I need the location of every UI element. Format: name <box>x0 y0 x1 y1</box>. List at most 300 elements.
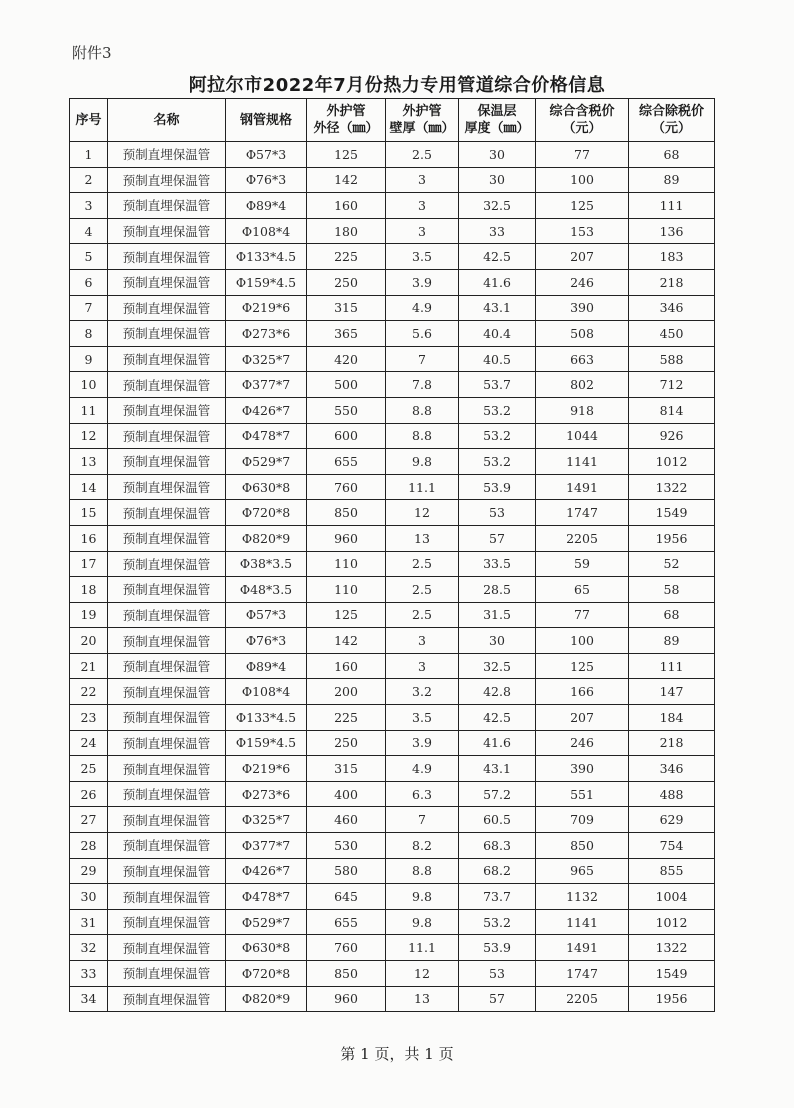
cell-col-index: 22 <box>70 679 108 705</box>
cell-col-wall-thickness: 3 <box>386 167 459 193</box>
cell-col-wall-thickness: 11.1 <box>386 935 459 961</box>
header-col-price-with-tax <box>536 99 629 142</box>
cell-col-outer-diameter: 420 <box>307 346 386 372</box>
cell-col-spec: Φ57*3 <box>226 602 307 628</box>
cell-col-insulation-thickness: 53.2 <box>459 909 536 935</box>
cell-col-outer-diameter: 225 <box>307 705 386 731</box>
cell-col-outer-diameter: 315 <box>307 756 386 782</box>
cell-col-wall-thickness: 2.5 <box>386 602 459 628</box>
cell-col-outer-diameter: 460 <box>307 807 386 833</box>
cell-col-index: 14 <box>70 474 108 500</box>
cell-col-price-with-tax: 1747 <box>536 961 629 987</box>
cell-col-outer-diameter: 850 <box>307 961 386 987</box>
cell-col-insulation-thickness: 53.2 <box>459 397 536 423</box>
cell-col-outer-diameter: 850 <box>307 500 386 526</box>
header-col-wall-thickness <box>386 99 459 142</box>
cell-col-index: 18 <box>70 577 108 603</box>
cell-col-price-with-tax: 65 <box>536 577 629 603</box>
cell-col-price-with-tax: 77 <box>536 602 629 628</box>
cell-col-price-without-tax: 1322 <box>629 474 715 500</box>
cell-col-outer-diameter: 160 <box>307 193 386 219</box>
cell-col-spec: Φ159*4.5 <box>226 269 307 295</box>
cell-col-name: 预制直埋保温管 <box>108 909 226 935</box>
table-row <box>70 884 715 910</box>
cell-col-index: 1 <box>70 142 108 168</box>
table-row <box>70 551 715 577</box>
cell-col-index: 21 <box>70 653 108 679</box>
table-row <box>70 577 715 603</box>
header-line2: （元） <box>562 121 602 136</box>
cell-col-price-without-tax: 1004 <box>629 884 715 910</box>
cell-col-price-without-tax: 712 <box>629 372 715 398</box>
table-row <box>70 449 715 475</box>
cell-col-price-without-tax: 588 <box>629 346 715 372</box>
cell-col-name: 预制直埋保温管 <box>108 884 226 910</box>
header-line2: 壁厚（㎜） <box>389 121 455 136</box>
cell-col-index: 9 <box>70 346 108 372</box>
cell-col-price-without-tax: 136 <box>629 218 715 244</box>
cell-col-price-without-tax: 855 <box>629 858 715 884</box>
cell-col-outer-diameter: 760 <box>307 935 386 961</box>
cell-col-wall-thickness: 4.9 <box>386 756 459 782</box>
cell-col-index: 32 <box>70 935 108 961</box>
cell-col-spec: Φ38*3.5 <box>226 551 307 577</box>
cell-col-index: 13 <box>70 449 108 475</box>
cell-col-insulation-thickness: 30 <box>459 142 536 168</box>
cell-col-name: 预制直埋保温管 <box>108 525 226 551</box>
cell-col-insulation-thickness: 43.1 <box>459 756 536 782</box>
table-row <box>70 321 715 347</box>
table-row <box>70 730 715 756</box>
cell-col-spec: Φ325*7 <box>226 346 307 372</box>
cell-col-spec: Φ133*4.5 <box>226 244 307 270</box>
cell-col-price-with-tax: 1132 <box>536 884 629 910</box>
cell-col-name: 预制直埋保温管 <box>108 781 226 807</box>
cell-col-outer-diameter: 500 <box>307 372 386 398</box>
cell-col-index: 8 <box>70 321 108 347</box>
cell-col-name: 预制直埋保温管 <box>108 986 226 1012</box>
document-title: 阿拉尔市2022年7月份热力专用管道综合价格信息 <box>188 75 606 96</box>
cell-col-insulation-thickness: 42.5 <box>459 244 536 270</box>
cell-col-wall-thickness: 2.5 <box>386 551 459 577</box>
cell-col-insulation-thickness: 40.5 <box>459 346 536 372</box>
cell-col-index: 30 <box>70 884 108 910</box>
table-row <box>70 602 715 628</box>
cell-col-price-without-tax: 346 <box>629 756 715 782</box>
cell-col-wall-thickness: 9.8 <box>386 909 459 935</box>
cell-col-price-with-tax: 100 <box>536 167 629 193</box>
cell-col-outer-diameter: 960 <box>307 986 386 1012</box>
cell-col-price-with-tax: 1141 <box>536 449 629 475</box>
cell-col-price-with-tax: 2205 <box>536 986 629 1012</box>
attachment-label: 附件3 <box>72 44 112 62</box>
cell-col-name: 预制直埋保温管 <box>108 269 226 295</box>
cell-col-price-with-tax: 59 <box>536 551 629 577</box>
cell-col-spec: Φ478*7 <box>226 884 307 910</box>
cell-col-outer-diameter: 250 <box>307 269 386 295</box>
cell-col-name: 预制直埋保温管 <box>108 346 226 372</box>
cell-col-index: 25 <box>70 756 108 782</box>
table-row <box>70 679 715 705</box>
cell-col-name: 预制直埋保温管 <box>108 858 226 884</box>
cell-col-price-with-tax: 125 <box>536 653 629 679</box>
cell-col-spec: Φ720*8 <box>226 961 307 987</box>
cell-col-index: 12 <box>70 423 108 449</box>
cell-col-price-with-tax: 246 <box>536 269 629 295</box>
cell-col-price-with-tax: 1491 <box>536 474 629 500</box>
cell-col-insulation-thickness: 30 <box>459 167 536 193</box>
cell-col-index: 17 <box>70 551 108 577</box>
cell-col-index: 15 <box>70 500 108 526</box>
cell-col-wall-thickness: 8.2 <box>386 833 459 859</box>
cell-col-price-without-tax: 218 <box>629 730 715 756</box>
cell-col-price-with-tax: 918 <box>536 397 629 423</box>
cell-col-outer-diameter: 580 <box>307 858 386 884</box>
cell-col-price-without-tax: 754 <box>629 833 715 859</box>
cell-col-spec: Φ529*7 <box>226 449 307 475</box>
table-row <box>70 781 715 807</box>
cell-col-name: 预制直埋保温管 <box>108 935 226 961</box>
cell-col-index: 19 <box>70 602 108 628</box>
cell-col-index: 10 <box>70 372 108 398</box>
cell-col-name: 预制直埋保温管 <box>108 193 226 219</box>
cell-col-name: 预制直埋保温管 <box>108 321 226 347</box>
cell-col-spec: Φ57*3 <box>226 142 307 168</box>
cell-col-price-without-tax: 1549 <box>629 961 715 987</box>
cell-col-wall-thickness: 7 <box>386 346 459 372</box>
cell-col-outer-diameter: 655 <box>307 449 386 475</box>
cell-col-price-without-tax: 68 <box>629 142 715 168</box>
cell-col-price-without-tax: 814 <box>629 397 715 423</box>
cell-col-index: 28 <box>70 833 108 859</box>
cell-col-name: 预制直埋保温管 <box>108 961 226 987</box>
cell-col-name: 预制直埋保温管 <box>108 807 226 833</box>
table-row <box>70 756 715 782</box>
cell-col-insulation-thickness: 53.7 <box>459 372 536 398</box>
cell-col-price-without-tax: 1956 <box>629 525 715 551</box>
header-line1: 外护管 <box>402 104 442 119</box>
cell-col-price-without-tax: 218 <box>629 269 715 295</box>
cell-col-wall-thickness: 3 <box>386 628 459 654</box>
cell-col-wall-thickness: 3.9 <box>386 730 459 756</box>
cell-col-name: 预制直埋保温管 <box>108 474 226 500</box>
header-col-spec <box>226 99 307 142</box>
cell-col-price-without-tax: 147 <box>629 679 715 705</box>
header-line1: 名称 <box>153 112 180 128</box>
cell-col-insulation-thickness: 40.4 <box>459 321 536 347</box>
table-row <box>70 372 715 398</box>
header-col-index <box>70 99 108 142</box>
cell-col-index: 16 <box>70 525 108 551</box>
cell-col-spec: Φ89*4 <box>226 193 307 219</box>
cell-col-wall-thickness: 3.5 <box>386 705 459 731</box>
cell-col-insulation-thickness: 33.5 <box>459 551 536 577</box>
cell-col-outer-diameter: 142 <box>307 628 386 654</box>
table-row <box>70 167 715 193</box>
cell-col-insulation-thickness: 60.5 <box>459 807 536 833</box>
cell-col-spec: Φ820*9 <box>226 525 307 551</box>
table-row <box>70 193 715 219</box>
cell-col-index: 27 <box>70 807 108 833</box>
table-header-row <box>70 99 715 142</box>
cell-col-outer-diameter: 250 <box>307 730 386 756</box>
cell-col-insulation-thickness: 53.9 <box>459 935 536 961</box>
header-line1: 序号 <box>75 112 102 128</box>
cell-col-price-without-tax: 1956 <box>629 986 715 1012</box>
cell-col-price-without-tax: 89 <box>629 628 715 654</box>
table-row <box>70 269 715 295</box>
cell-col-wall-thickness: 7 <box>386 807 459 833</box>
cell-col-index: 20 <box>70 628 108 654</box>
cell-col-insulation-thickness: 57 <box>459 986 536 1012</box>
table-row <box>70 525 715 551</box>
cell-col-wall-thickness: 5.6 <box>386 321 459 347</box>
cell-col-insulation-thickness: 57 <box>459 525 536 551</box>
cell-col-name: 预制直埋保温管 <box>108 449 226 475</box>
cell-col-outer-diameter: 530 <box>307 833 386 859</box>
cell-col-name: 预制直埋保温管 <box>108 705 226 731</box>
cell-col-wall-thickness: 9.8 <box>386 884 459 910</box>
cell-col-insulation-thickness: 32.5 <box>459 653 536 679</box>
cell-col-price-without-tax: 68 <box>629 602 715 628</box>
cell-col-price-with-tax: 207 <box>536 244 629 270</box>
cell-col-price-with-tax: 1491 <box>536 935 629 961</box>
cell-col-price-without-tax: 346 <box>629 295 715 321</box>
cell-col-price-with-tax: 77 <box>536 142 629 168</box>
cell-col-name: 预制直埋保温管 <box>108 653 226 679</box>
cell-col-price-with-tax: 390 <box>536 756 629 782</box>
table-row <box>70 244 715 270</box>
cell-col-spec: Φ820*9 <box>226 986 307 1012</box>
cell-col-name: 预制直埋保温管 <box>108 602 226 628</box>
cell-col-price-without-tax: 183 <box>629 244 715 270</box>
cell-col-price-with-tax: 1747 <box>536 500 629 526</box>
header-line1: 综合除税价 <box>638 104 704 119</box>
cell-col-name: 预制直埋保温管 <box>108 679 226 705</box>
cell-col-spec: Φ108*4 <box>226 218 307 244</box>
cell-col-insulation-thickness: 33 <box>459 218 536 244</box>
cell-col-price-without-tax: 488 <box>629 781 715 807</box>
cell-col-name: 预制直埋保温管 <box>108 372 226 398</box>
cell-col-name: 预制直埋保温管 <box>108 833 226 859</box>
table-row <box>70 935 715 961</box>
cell-col-price-without-tax: 58 <box>629 577 715 603</box>
cell-col-price-with-tax: 709 <box>536 807 629 833</box>
cell-col-price-with-tax: 207 <box>536 705 629 731</box>
cell-col-index: 34 <box>70 986 108 1012</box>
header-line1: 保温层 <box>477 104 517 119</box>
table-row <box>70 500 715 526</box>
cell-col-price-with-tax: 100 <box>536 628 629 654</box>
cell-col-insulation-thickness: 53.2 <box>459 423 536 449</box>
cell-col-insulation-thickness: 41.6 <box>459 269 536 295</box>
cell-col-insulation-thickness: 73.7 <box>459 884 536 910</box>
cell-col-wall-thickness: 8.8 <box>386 423 459 449</box>
header-line1: 外护管 <box>326 104 366 119</box>
cell-col-index: 26 <box>70 781 108 807</box>
cell-col-price-with-tax: 1141 <box>536 909 629 935</box>
table-row <box>70 858 715 884</box>
table-row <box>70 705 715 731</box>
cell-col-outer-diameter: 225 <box>307 244 386 270</box>
table-row <box>70 909 715 935</box>
cell-col-index: 31 <box>70 909 108 935</box>
cell-col-insulation-thickness: 68.2 <box>459 858 536 884</box>
cell-col-wall-thickness: 2.5 <box>386 142 459 168</box>
cell-col-insulation-thickness: 30 <box>459 628 536 654</box>
header-col-outer-diameter <box>307 99 386 142</box>
cell-col-index: 6 <box>70 269 108 295</box>
header-line2: 厚度（㎜） <box>464 121 530 136</box>
cell-col-insulation-thickness: 57.2 <box>459 781 536 807</box>
cell-col-price-without-tax: 111 <box>629 653 715 679</box>
cell-col-price-with-tax: 246 <box>536 730 629 756</box>
cell-col-wall-thickness: 13 <box>386 525 459 551</box>
cell-col-index: 29 <box>70 858 108 884</box>
cell-col-spec: Φ377*7 <box>226 833 307 859</box>
cell-col-spec: Φ325*7 <box>226 807 307 833</box>
cell-col-index: 4 <box>70 218 108 244</box>
cell-col-price-with-tax: 663 <box>536 346 629 372</box>
header-line1: 综合含税价 <box>549 104 615 119</box>
cell-col-spec: Φ720*8 <box>226 500 307 526</box>
cell-col-wall-thickness: 8.8 <box>386 397 459 423</box>
cell-col-spec: Φ273*6 <box>226 321 307 347</box>
cell-col-insulation-thickness: 53.2 <box>459 449 536 475</box>
cell-col-name: 预制直埋保温管 <box>108 244 226 270</box>
cell-col-wall-thickness: 3 <box>386 193 459 219</box>
cell-col-price-with-tax: 153 <box>536 218 629 244</box>
cell-col-price-with-tax: 125 <box>536 193 629 219</box>
cell-col-outer-diameter: 760 <box>307 474 386 500</box>
cell-col-price-without-tax: 1012 <box>629 449 715 475</box>
cell-col-price-without-tax: 52 <box>629 551 715 577</box>
cell-col-name: 预制直埋保温管 <box>108 500 226 526</box>
cell-col-index: 33 <box>70 961 108 987</box>
cell-col-outer-diameter: 125 <box>307 602 386 628</box>
cell-col-spec: Φ426*7 <box>226 397 307 423</box>
cell-col-spec: Φ159*4.5 <box>226 730 307 756</box>
cell-col-name: 预制直埋保温管 <box>108 577 226 603</box>
price-table <box>69 98 715 1012</box>
cell-col-outer-diameter: 655 <box>307 909 386 935</box>
cell-col-spec: Φ273*6 <box>226 781 307 807</box>
cell-col-name: 预制直埋保温管 <box>108 397 226 423</box>
cell-col-name: 预制直埋保温管 <box>108 628 226 654</box>
cell-col-wall-thickness: 3.9 <box>386 269 459 295</box>
cell-col-wall-thickness: 3.2 <box>386 679 459 705</box>
cell-col-price-with-tax: 390 <box>536 295 629 321</box>
cell-col-outer-diameter: 365 <box>307 321 386 347</box>
cell-col-name: 预制直埋保温管 <box>108 142 226 168</box>
cell-col-outer-diameter: 125 <box>307 142 386 168</box>
cell-col-insulation-thickness: 32.5 <box>459 193 536 219</box>
cell-col-spec: Φ133*4.5 <box>226 705 307 731</box>
cell-col-insulation-thickness: 41.6 <box>459 730 536 756</box>
cell-col-price-with-tax: 166 <box>536 679 629 705</box>
cell-col-spec: Φ426*7 <box>226 858 307 884</box>
table-body <box>70 142 715 1012</box>
header-col-insulation-thickness <box>459 99 536 142</box>
cell-col-outer-diameter: 960 <box>307 525 386 551</box>
cell-col-index: 11 <box>70 397 108 423</box>
cell-col-name: 预制直埋保温管 <box>108 218 226 244</box>
cell-col-index: 5 <box>70 244 108 270</box>
cell-col-index: 24 <box>70 730 108 756</box>
cell-col-insulation-thickness: 53.9 <box>459 474 536 500</box>
cell-col-wall-thickness: 3 <box>386 218 459 244</box>
cell-col-spec: Φ76*3 <box>226 167 307 193</box>
cell-col-name: 预制直埋保温管 <box>108 551 226 577</box>
header-col-name <box>108 99 226 142</box>
cell-col-spec: Φ219*6 <box>226 756 307 782</box>
cell-col-wall-thickness: 13 <box>386 986 459 1012</box>
cell-col-price-with-tax: 965 <box>536 858 629 884</box>
cell-col-spec: Φ76*3 <box>226 628 307 654</box>
cell-col-spec: Φ529*7 <box>226 909 307 935</box>
cell-col-spec: Φ89*4 <box>226 653 307 679</box>
cell-col-price-without-tax: 629 <box>629 807 715 833</box>
cell-col-outer-diameter: 180 <box>307 218 386 244</box>
cell-col-insulation-thickness: 42.8 <box>459 679 536 705</box>
cell-col-name: 预制直埋保温管 <box>108 423 226 449</box>
cell-col-spec: Φ377*7 <box>226 372 307 398</box>
cell-col-wall-thickness: 7.8 <box>386 372 459 398</box>
cell-col-outer-diameter: 645 <box>307 884 386 910</box>
header-line2: 外径（㎜） <box>313 121 379 136</box>
cell-col-outer-diameter: 550 <box>307 397 386 423</box>
cell-col-price-with-tax: 802 <box>536 372 629 398</box>
cell-col-insulation-thickness: 68.3 <box>459 833 536 859</box>
cell-col-wall-thickness: 11.1 <box>386 474 459 500</box>
cell-col-price-with-tax: 551 <box>536 781 629 807</box>
cell-col-index: 7 <box>70 295 108 321</box>
cell-col-wall-thickness: 12 <box>386 500 459 526</box>
cell-col-wall-thickness: 6.3 <box>386 781 459 807</box>
cell-col-price-without-tax: 184 <box>629 705 715 731</box>
cell-col-outer-diameter: 110 <box>307 577 386 603</box>
cell-col-insulation-thickness: 28.5 <box>459 577 536 603</box>
table-row <box>70 653 715 679</box>
cell-col-price-with-tax: 508 <box>536 321 629 347</box>
cell-col-insulation-thickness: 31.5 <box>459 602 536 628</box>
cell-col-wall-thickness: 3.5 <box>386 244 459 270</box>
cell-col-name: 预制直埋保温管 <box>108 730 226 756</box>
table-row <box>70 346 715 372</box>
table-row <box>70 807 715 833</box>
table-row <box>70 423 715 449</box>
cell-col-price-with-tax: 850 <box>536 833 629 859</box>
cell-col-wall-thickness: 9.8 <box>386 449 459 475</box>
cell-col-wall-thickness: 2.5 <box>386 577 459 603</box>
cell-col-insulation-thickness: 43.1 <box>459 295 536 321</box>
header-col-price-without-tax <box>629 99 715 142</box>
cell-col-wall-thickness: 4.9 <box>386 295 459 321</box>
cell-col-price-without-tax: 1549 <box>629 500 715 526</box>
cell-col-spec: Φ630*8 <box>226 474 307 500</box>
cell-col-insulation-thickness: 53 <box>459 961 536 987</box>
cell-col-name: 预制直埋保温管 <box>108 167 226 193</box>
cell-col-index: 2 <box>70 167 108 193</box>
cell-col-index: 23 <box>70 705 108 731</box>
table-row <box>70 474 715 500</box>
cell-col-price-without-tax: 111 <box>629 193 715 219</box>
cell-col-outer-diameter: 600 <box>307 423 386 449</box>
table-row <box>70 961 715 987</box>
cell-col-outer-diameter: 160 <box>307 653 386 679</box>
table-row <box>70 218 715 244</box>
cell-col-price-without-tax: 89 <box>629 167 715 193</box>
